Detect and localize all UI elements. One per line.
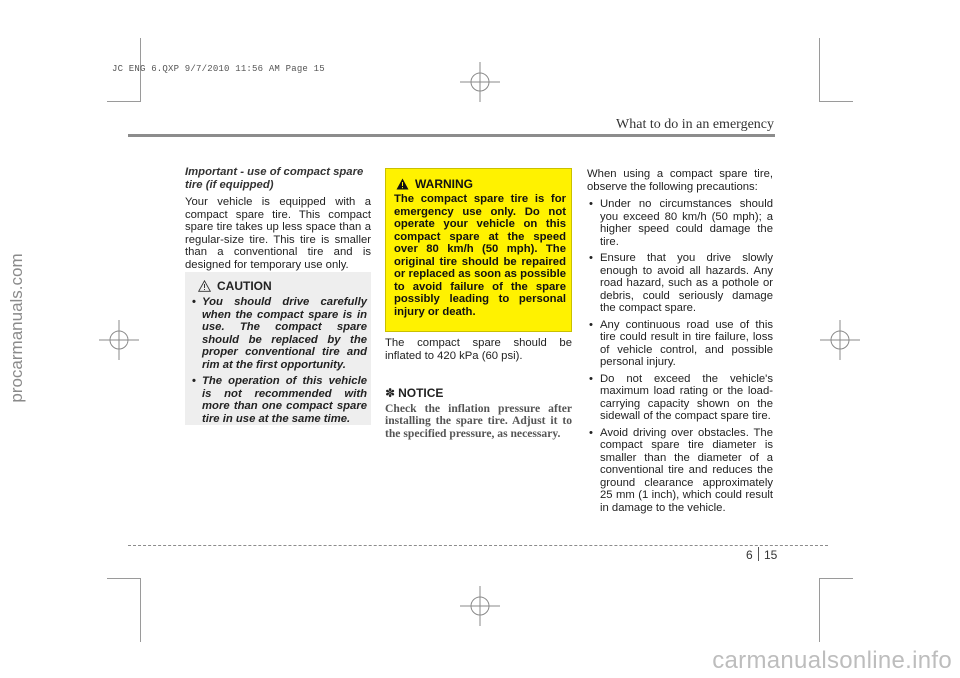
precautions-list <box>587 198 773 514</box>
caution-list <box>192 296 367 429</box>
list-item: • Under no circumstances should you exceed 80 km/h (50 mph); a higher speed could damage the tire. <box>587 198 773 248</box>
chapter-number: 6 <box>746 548 753 562</box>
crop-mark <box>107 578 140 579</box>
column-2 <box>385 337 572 440</box>
inflation-text: The compact spare should be inflated to 420 kPa (60 psi). <box>385 337 572 362</box>
watermark-bottom: carmanualsonline.info <box>712 647 952 674</box>
caution-title: CAUTION <box>217 279 272 293</box>
crop-mark <box>819 38 820 102</box>
warning-box <box>385 168 572 332</box>
precautions-lead: When using a compact spare tire, observe the following precautions: <box>587 168 773 193</box>
page-number: 15 <box>764 548 778 562</box>
caution-box <box>185 272 371 425</box>
registration-mark <box>460 62 500 102</box>
list-item: • Ensure that you drive slowly enough to avoid all hazards. Any road hazard, such as a pothole or debris, could seriously damage the compact spare. <box>587 252 773 315</box>
column-1 <box>185 166 371 271</box>
compact-spare-body: Your vehicle is equipped with a compact spare tire. This compact spare tire takes up less space than a regular-size tire. This tire is smaller than a conventional tire and is designed for temporary use only. <box>185 196 371 271</box>
caution-item: • The operation of this vehicle is not recommended with more than one compact spare tire in use at the same time. <box>192 375 367 425</box>
notice-header <box>385 387 572 400</box>
footer-rule <box>128 545 828 546</box>
section-title: What to do in an emergency <box>616 117 774 132</box>
warning-title: WARNING <box>415 177 473 191</box>
crop-mark <box>107 101 140 102</box>
compact-spare-heading: Important - use of compact spare tire (if equipped) <box>185 166 364 191</box>
warning-triangle-icon <box>396 178 409 190</box>
page-number-divider <box>758 547 759 561</box>
crop-mark <box>820 578 853 579</box>
notice-text: Check the inflation pressure after installing the spare tire. Adjust it to the specified pressure, as necessary. <box>385 401 572 440</box>
list-item: • Any continuous road use of this tire could result in tire failure, loss of vehicle control, and possible personal injury. <box>587 319 773 369</box>
crop-mark <box>140 578 141 642</box>
column-3 <box>587 168 773 518</box>
registration-mark <box>99 320 139 360</box>
registration-mark <box>820 320 860 360</box>
caution-item: • You should drive carefully when the compact spare is in use. The compact spare should be replaced by the proper conventional tire and rim at the first opportunity. <box>192 296 367 371</box>
watermark-left: procarmanuals.com <box>7 253 26 403</box>
list-item: • Avoid driving over obstacles. The compact spare tire diameter is smaller than the diameter of a conventional tire and reduces the ground clearance approximately 25 mm (1 inch), which could result in damage to the vehicle. <box>587 427 773 515</box>
notice-title: NOTICE <box>398 386 444 400</box>
warning-text: The compact spare tire is for emergency use only. Do not operate your vehicle on this compact spare at the speed over 80 km/h (50 mph). The original tire should be repaired or replaced as soon as possible to avoid failure of the spare possibly leading to personal injury or death. <box>394 193 566 318</box>
header-rule <box>128 134 775 137</box>
print-header: JC ENG 6.QXP 9/7/2010 11:56 AM Page 15 <box>112 64 325 74</box>
notice-icon: ✽ <box>385 386 396 400</box>
crop-mark <box>820 101 853 102</box>
warning-triangle-icon <box>198 280 211 292</box>
crop-mark <box>819 578 820 642</box>
caution-header <box>198 279 272 293</box>
list-item: • Do not exceed the vehicle's maximum load rating or the load-carrying capacity shown on the sidewall of the compact spare tire. <box>587 373 773 423</box>
registration-mark <box>460 586 500 626</box>
warning-header <box>396 177 473 191</box>
